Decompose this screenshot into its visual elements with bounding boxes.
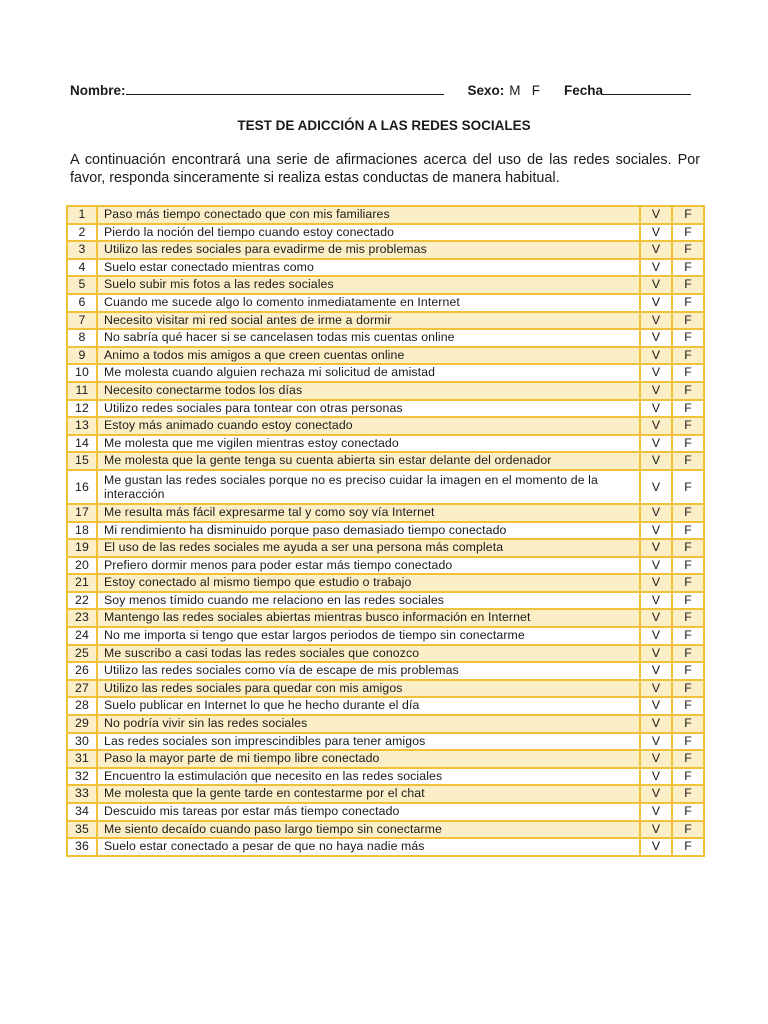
answer-false-option[interactable]: F	[672, 294, 704, 312]
question-number: 31	[67, 750, 97, 768]
question-number: 26	[67, 662, 97, 680]
answer-true-option[interactable]: V	[640, 750, 672, 768]
answer-false-option[interactable]: F	[672, 733, 704, 751]
question-text: Me gustan las redes sociales porque no es preciso cuidar la imagen en el momento de la interacción	[97, 470, 640, 504]
question-row	[67, 785, 704, 803]
answer-true-option[interactable]: V	[640, 680, 672, 698]
question-row	[67, 627, 704, 645]
answer-true-option[interactable]: V	[640, 259, 672, 277]
question-text: Mantengo las redes sociales abiertas mientras busco información en Internet	[97, 609, 640, 627]
question-number: 8	[67, 329, 97, 347]
question-text: Utilizo las redes sociales para evadirme de mis problemas	[97, 241, 640, 259]
question-number: 3	[67, 241, 97, 259]
question-number: 15	[67, 452, 97, 470]
question-number: 9	[67, 347, 97, 365]
question-number: 24	[67, 627, 97, 645]
question-row	[67, 645, 704, 663]
answer-true-option[interactable]: V	[640, 557, 672, 575]
question-number: 32	[67, 768, 97, 786]
question-row	[67, 733, 704, 751]
answer-true-option[interactable]: V	[640, 470, 672, 504]
question-number: 17	[67, 504, 97, 522]
question-row	[67, 522, 704, 540]
answer-true-option[interactable]: V	[640, 539, 672, 557]
answer-true-option[interactable]: V	[640, 803, 672, 821]
questionnaire-table	[66, 205, 705, 857]
question-text: El uso de las redes sociales me ayuda a ser una persona más completa	[97, 539, 640, 557]
question-row	[67, 294, 704, 312]
question-number: 16	[67, 470, 97, 504]
question-number: 29	[67, 715, 97, 733]
question-number: 6	[67, 294, 97, 312]
question-row	[67, 821, 704, 839]
answer-false-option[interactable]: F	[672, 364, 704, 382]
answer-false-option[interactable]: F	[672, 504, 704, 522]
question-row	[67, 276, 704, 294]
question-row	[67, 206, 704, 224]
question-row	[67, 400, 704, 418]
question-row	[67, 715, 704, 733]
question-row	[67, 539, 704, 557]
answer-true-option[interactable]: V	[640, 417, 672, 435]
question-row	[67, 574, 704, 592]
answer-false-option[interactable]: F	[672, 400, 704, 418]
answer-true-option[interactable]: V	[640, 768, 672, 786]
answer-true-option[interactable]: V	[640, 224, 672, 242]
answer-false-option[interactable]: F	[672, 522, 704, 540]
question-row	[67, 452, 704, 470]
question-number: 21	[67, 574, 97, 592]
answer-false-option[interactable]: F	[672, 592, 704, 610]
question-text: Utilizo redes sociales para tontear con otras personas	[97, 400, 640, 418]
question-text: Pierdo la noción del tiempo cuando estoy conectado	[97, 224, 640, 242]
question-row	[67, 803, 704, 821]
question-number: 36	[67, 838, 97, 856]
answer-false-option[interactable]: F	[672, 645, 704, 663]
question-text: Estoy conectado al mismo tiempo que estudio o trabajo	[97, 574, 640, 592]
answer-false-option[interactable]: F	[672, 627, 704, 645]
answer-false-option[interactable]: F	[672, 821, 704, 839]
answer-false-option[interactable]: F	[672, 470, 704, 504]
answer-true-option[interactable]: V	[640, 785, 672, 803]
answer-false-option[interactable]: F	[672, 435, 704, 453]
answer-false-option[interactable]: F	[672, 574, 704, 592]
question-text: Prefiero dormir menos para poder estar más tiempo conectado	[97, 557, 640, 575]
question-row	[67, 609, 704, 627]
question-row	[67, 750, 704, 768]
question-row	[67, 768, 704, 786]
form-header	[70, 82, 700, 98]
answer-false-option[interactable]: F	[672, 715, 704, 733]
question-number: 14	[67, 435, 97, 453]
question-number: 25	[67, 645, 97, 663]
answer-true-option[interactable]: V	[640, 645, 672, 663]
question-text: Me molesta que la gente tarde en contestarme por el chat	[97, 785, 640, 803]
question-row	[67, 470, 704, 504]
answer-true-option[interactable]: V	[640, 574, 672, 592]
question-number: 34	[67, 803, 97, 821]
nombre-field[interactable]	[126, 82, 444, 95]
question-row	[67, 312, 704, 330]
fecha-field[interactable]	[603, 82, 691, 95]
question-text: Me suscribo a casi todas las redes sociales que conozco	[97, 645, 640, 663]
question-number: 20	[67, 557, 97, 575]
answer-true-option[interactable]: V	[640, 627, 672, 645]
question-text: Necesito conectarme todos los días	[97, 382, 640, 400]
question-number: 12	[67, 400, 97, 418]
question-row	[67, 417, 704, 435]
answer-true-option[interactable]: V	[640, 241, 672, 259]
answer-false-option[interactable]: F	[672, 680, 704, 698]
question-text: No me importa si tengo que estar largos periodos de tiempo sin conectarme	[97, 627, 640, 645]
question-number: 23	[67, 609, 97, 627]
question-row	[67, 435, 704, 453]
question-text: Estoy más animado cuando estoy conectado	[97, 417, 640, 435]
answer-true-option[interactable]: V	[640, 276, 672, 294]
question-number: 10	[67, 364, 97, 382]
question-text: Utilizo las redes sociales para quedar con mis amigos	[97, 680, 640, 698]
question-text: Me resulta más fácil expresarme tal y como soy vía Internet	[97, 504, 640, 522]
question-number: 1	[67, 206, 97, 224]
fecha-label: Fecha	[564, 83, 604, 98]
answer-false-option[interactable]: F	[672, 452, 704, 470]
question-text: Me molesta que la gente tenga su cuenta abierta sin estar delante del ordenador	[97, 452, 640, 470]
question-row	[67, 329, 704, 347]
question-number: 22	[67, 592, 97, 610]
answer-false-option[interactable]: F	[672, 785, 704, 803]
answer-true-option[interactable]: V	[640, 522, 672, 540]
answer-true-option[interactable]: V	[640, 697, 672, 715]
question-text: Descuido mis tareas por estar más tiempo conectado	[97, 803, 640, 821]
question-text: Me molesta que me vigilen mientras estoy conectado	[97, 435, 640, 453]
question-text: Paso la mayor parte de mi tiempo libre conectado	[97, 750, 640, 768]
question-text: No podría vivir sin las redes sociales	[97, 715, 640, 733]
answer-true-option[interactable]: V	[640, 838, 672, 856]
answer-true-option[interactable]: V	[640, 206, 672, 224]
answer-false-option[interactable]: F	[672, 382, 704, 400]
answer-true-option[interactable]: V	[640, 452, 672, 470]
question-number: 30	[67, 733, 97, 751]
question-row	[67, 224, 704, 242]
question-row	[67, 838, 704, 856]
answer-false-option[interactable]: F	[672, 662, 704, 680]
answer-false-option[interactable]: F	[672, 768, 704, 786]
question-row	[67, 382, 704, 400]
question-number: 4	[67, 259, 97, 277]
question-number: 5	[67, 276, 97, 294]
question-row	[67, 592, 704, 610]
question-text: Utilizo las redes sociales como vía de escape de mis problemas	[97, 662, 640, 680]
answer-true-option[interactable]: V	[640, 592, 672, 610]
answer-false-option[interactable]: F	[672, 697, 704, 715]
nombre-label: Nombre:	[70, 83, 126, 98]
question-row	[67, 364, 704, 382]
question-row	[67, 680, 704, 698]
sexo-options[interactable]: M F	[509, 83, 541, 98]
question-row	[67, 504, 704, 522]
question-text: Suelo subir mis fotos a las redes sociales	[97, 276, 640, 294]
answer-false-option[interactable]: F	[672, 224, 704, 242]
answer-true-option[interactable]: V	[640, 294, 672, 312]
question-text: Cuando me sucede algo lo comento inmediatamente en Internet	[97, 294, 640, 312]
question-text: Suelo estar conectado mientras como	[97, 259, 640, 277]
question-number: 33	[67, 785, 97, 803]
answer-true-option[interactable]: V	[640, 329, 672, 347]
question-text: Paso más tiempo conectado que con mis familiares	[97, 206, 640, 224]
answer-true-option[interactable]: V	[640, 609, 672, 627]
answer-false-option[interactable]: F	[672, 312, 704, 330]
question-number: 35	[67, 821, 97, 839]
answer-true-option[interactable]: V	[640, 400, 672, 418]
answer-true-option[interactable]: V	[640, 821, 672, 839]
answer-false-option[interactable]: F	[672, 417, 704, 435]
answer-true-option[interactable]: V	[640, 662, 672, 680]
question-text: Encuentro la estimulación que necesito en las redes sociales	[97, 768, 640, 786]
question-row	[67, 347, 704, 365]
question-number: 27	[67, 680, 97, 698]
answer-true-option[interactable]: V	[640, 382, 672, 400]
question-text: Necesito visitar mi red social antes de irme a dormir	[97, 312, 640, 330]
question-text: Me siento decaído cuando paso largo tiempo sin conectarme	[97, 821, 640, 839]
answer-true-option[interactable]: V	[640, 504, 672, 522]
question-text: No sabría qué hacer si se cancelasen todas mis cuentas online	[97, 329, 640, 347]
question-text: Animo a todos mis amigos a que creen cuentas online	[97, 347, 640, 365]
answer-true-option[interactable]: V	[640, 364, 672, 382]
question-text: Soy menos tímido cuando me relaciono en las redes sociales	[97, 592, 640, 610]
question-number: 13	[67, 417, 97, 435]
question-text: Suelo estar conectado a pesar de que no haya nadie más	[97, 838, 640, 856]
answer-false-option[interactable]: F	[672, 557, 704, 575]
question-number: 18	[67, 522, 97, 540]
question-number: 11	[67, 382, 97, 400]
answer-false-option[interactable]: F	[672, 838, 704, 856]
question-number: 28	[67, 697, 97, 715]
answer-true-option[interactable]: V	[640, 733, 672, 751]
question-text: Me molesta cuando alguien rechaza mi solicitud de amistad	[97, 364, 640, 382]
question-row	[67, 697, 704, 715]
answer-false-option[interactable]: F	[672, 803, 704, 821]
answer-true-option[interactable]: V	[640, 435, 672, 453]
answer-false-option[interactable]: F	[672, 241, 704, 259]
answer-false-option[interactable]: F	[672, 347, 704, 365]
question-text: Las redes sociales son imprescindibles para tener amigos	[97, 733, 640, 751]
answer-false-option[interactable]: F	[672, 259, 704, 277]
answer-false-option[interactable]: F	[672, 276, 704, 294]
answer-true-option[interactable]: V	[640, 312, 672, 330]
answer-false-option[interactable]: F	[672, 750, 704, 768]
question-number: 2	[67, 224, 97, 242]
answer-false-option[interactable]: F	[672, 609, 704, 627]
answer-false-option[interactable]: F	[672, 206, 704, 224]
sexo-label: Sexo:	[467, 83, 505, 98]
answer-false-option[interactable]: F	[672, 329, 704, 347]
question-row	[67, 259, 704, 277]
question-row	[67, 662, 704, 680]
answer-true-option[interactable]: V	[640, 347, 672, 365]
page-title: TEST DE ADICCIÓN A LAS REDES SOCIALES	[237, 118, 531, 133]
answer-true-option[interactable]: V	[640, 715, 672, 733]
question-number: 7	[67, 312, 97, 330]
question-number: 19	[67, 539, 97, 557]
question-text: Mi rendimiento ha disminuido porque paso demasiado tiempo conectado	[97, 522, 640, 540]
question-row	[67, 557, 704, 575]
answer-false-option[interactable]: F	[672, 539, 704, 557]
question-text: Suelo publicar en Internet lo que he hecho durante el día	[97, 697, 640, 715]
question-row	[67, 241, 704, 259]
intro-paragraph: A continuación encontrará una serie de afirmaciones acerca del uso de las redes sociales. Por favor, responda sinceramente si realiza estas conductas de manera habitual.	[70, 152, 700, 186]
